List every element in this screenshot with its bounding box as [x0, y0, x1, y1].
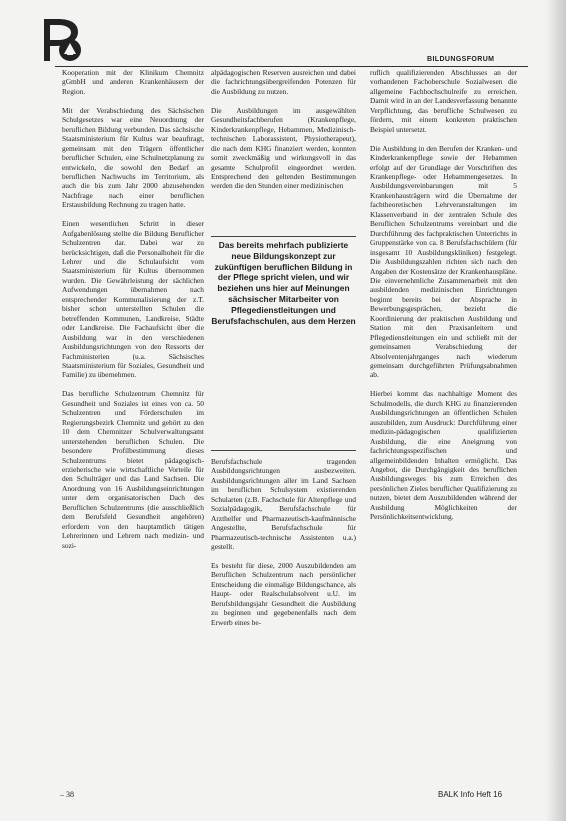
text-column-2-bottom [211, 457, 356, 637]
balk-logo-icon [40, 16, 86, 64]
page-number: – 38 [60, 790, 74, 799]
pull-quote-rule-top [211, 236, 356, 237]
paragraph: Berufsfachschule tragenden Ausbildungsrichtungen ausbezweiten. Ausbildungsrichtungen aller im Land Sachsen im beruflichen Schulsystem existierenden Schularten (z.B. Fachschule für Altenpflege und Sozialpädagogik, Berufsfachschule für Arzthelfer und Pharmazeutisch-kaufmännische Angestellte, Berufsfachschule für Pharmazeutisch-technische Assistenten u.a.) gestellt. [211, 457, 356, 552]
pull-quote-rule-bottom [211, 450, 356, 451]
text-column-1 [62, 68, 204, 560]
text-column-2-top [211, 68, 356, 200]
section-title: BILDUNGSFORUM [427, 56, 495, 63]
paragraph: Die Ausbildungen im ausgewählten Gesundheitsfachberufen (Krankenpflege, Kinderkrankenpflege, Hebammen, Medizinisch-technischen Laborassistent, Physiotherapeut), die nach dem KHG finanziert werden, konnten somit zweckmäßig und wirkungsvoll in das gesamte Schulprofil eingeordnet werden. Entsprechend den geltenden Bestimmungen werden die den Stunden einer medizinischen [211, 105, 356, 191]
text-column-3 [370, 68, 517, 531]
pull-quote: Das bereits mehrfach publizierte neue Bildungskonzept zur zukünftigen beruflichen Bildung in der Pflege spricht vielen, und wir beziehen uns hier auf Meinungen sächsischer Mitarbeiter von Pflegedienstleitungen und Berufsfachschulen, aus dem Herzen [211, 240, 356, 326]
paragraph: alpädagogischen Reserven ausreichen und dabei die fachrichtungsübergreifenden Potenzen für die Ausbildung zu nutzen. [211, 68, 356, 96]
paragraph: ruflich qualifizierenden Abschlusses an der vorhandenen Fachoberschule Sozialwesen die allgemeine Fachhochschulreife zu erreichen. Damit wird in an der Landesverfassung benannte Verpflichtung, das berufliche Schulwesen zu fördern, mit einem konkreten praktischen Beispiel untersetzt. [370, 68, 517, 134]
paragraph: Hierbei kommt das nachhaltige Moment des Schulmodells, die durch KHG zu finanzierenden Ausbildungsrichtungen an öffentlichen Schulen auszubilden, zum Ausdruck: Durchführung einer medizin-pädagogischen qualifizierten Ausbildung, die eine Aneignung von fachrichtungsspezifischen und allgemeinbildenden Inhalten ermöglicht. Das Angebot, die Durchgängigkeit des beruflichen Ausbildungsweges bis zum Erreichen des persönlichen Zieles beruflicher Qualifizierung zu nutzen, bietet dem Auszubildenden während der Ausbildung Möglichkeiten der Persönlichkeitsentwicklung. [370, 389, 517, 522]
paragraph: Das berufliche Schulzentrum Chemnitz für Gesundheit und Soziales ist eines von ca. 50 Schulzentren und Förderschulen im Regierungsbezirk Chemnitz und gehört zu den 10 dem Chemnitzer Schulverwaltungsamt unterstehenden beruflichen Schulen. Die besondere Profilbestimmung dieses Schulzentrums bietet pädagogisch-erzieherische wie wirtschaftliche Vorteile für den Schulträger und das Land Sachsen. Die Anordnung von 16 Ausbildungseinrichtungen unter dem organisatorischen Dach des Beruflichen Schulzentrums (die ausschließlich dem Berufsfeld Gesundheit angehören) erfordern von den hauptamtlich tätigen Lehrerinnen und Lehrern nach medizin- und sozi- [62, 389, 204, 550]
paragraph: Mit der Verabschiedung des Sächsischen Schulgesetzes war eine Neuordnung der beruflichen Bildung verbunden. Das sächsische Staatsministerium für Kultus war beauftragt, gemeinsam mit den Trägern öffentlicher beruflicher Schulen, eine Schulnetzplanung zu entwickeln, die sowohl den Bedarf an beruflichen Nachwuchs im Territorium, als auch die bis zum Jahr 2000 abzusehenden Nachfrage nach einer beruflichen Erstausbildung Rechnung zu tragen hatte. [62, 105, 204, 210]
header-rule [55, 66, 528, 67]
paragraph: Kooperation mit der Klinikum Chemnitz gGmbH und anderen Krankenhäusern der Region. [62, 68, 204, 96]
journal-footer: BALK Info Heft 16 [438, 790, 503, 799]
page-edge-shadow [546, 0, 566, 821]
paragraph: Einen wesentlichen Schritt in dieser Aufgabenlösung stellte die Bildung Beruflicher Schulzentren dar. Dabei war zu berücksichtigen, daß die Personalhoheit für die Lehrer und die Schulaufsicht vom Staatsministerium für Kultus übernommen wurden. Die Gewährleistung der sächlichen Aufwendungen übernahmen nach entsprechender Kommunalisierung der z.T. bisher schon unterstellten Schulen die betreffenden Kommunen, Landkreise, Städte oder Landkreise. Die Fachaufsicht über die Ausbildung war in den verschiedenen Ausbildungsrichtungen von den Ressorts der Fachministerien (u.a. Sächsisches Staatsministerium für Soziales, Gesundheit und Familie) zu übernehmen. [62, 219, 204, 380]
paragraph: Die Ausbildung in den Berufen der Kranken- und Kinderkrankenpflege sowie der Hebammen erfolgt auf der Grundlage der Vorschriften des Krankenpflege- oder Hebammengesetzes. In Ausbildungsvereinbarungen mit 5 Krankenhausträgern wird die Übernahme der fachtheoretischen Lehrveranstaltungen im Klassenverband in der zentralen Schule des Beruflichen Schulzentrums vereinbart und die Durchführung des fachpraktischen Unterrichts in Gruppenstärke von ca. 8 Berufsfachschülern (für insgesamt 10 Ausbildungskliniken) festgelegt. Die Ausbildungszahlen richten sich nach den Angaben der Kostensätze der Krankenhauspläne. Die einvernehmliche Zusammenarbeit mit den ausbildenden medizinischen Einrichtungen beginnt bereits bei der Absprache in Bewerbungsgesprächen, bezieht die Koordinierung der praktischen Ausbildung und Station mit den Praxisanleitern und Pflegedienstleitungen ein und schließt mit der gemeinsamen Verabschiedung der Absolventenjahrganges nach wiederum gemeinsam durchgeführten Prüfungsabnahmen ab. [370, 143, 517, 380]
paragraph: Es besteht für diese, 2000 Auszubildenden am Beruflichen Schulzentrum nach persönlicher Entscheidung die einmalige Bildungschance, als Haupt- oder Realschulabsolvent u.U. im Berufsbildungsjahr Gesundheit die Ausbildung zu beginnen und gegebenenfalls nach dem Erwerb eines be- [211, 560, 356, 627]
